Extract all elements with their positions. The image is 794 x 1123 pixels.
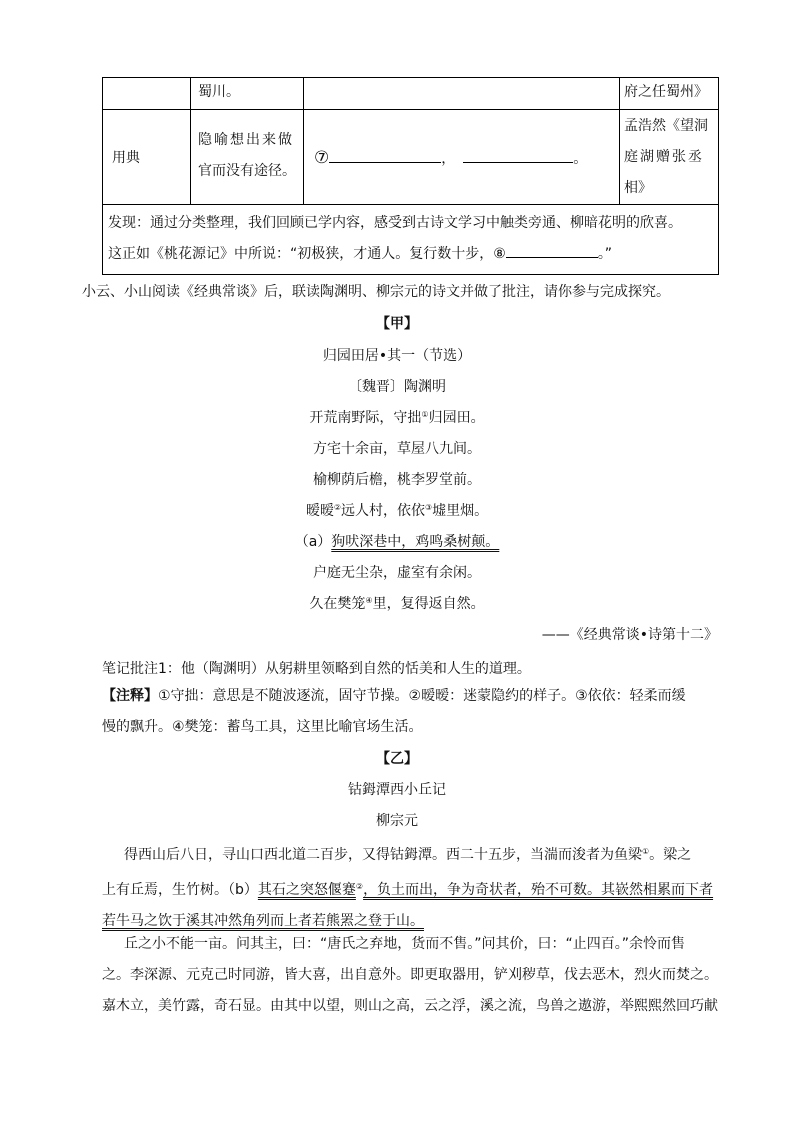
poem-line: 户庭无尘杂，虚室有余闲。 <box>313 565 481 581</box>
poem-text: 归园田。 <box>428 410 485 426</box>
essay-text: 。梁之 <box>649 847 692 863</box>
poem-text: 墟里烟。 <box>432 503 489 519</box>
poem-text: 开荒南野际，守拙 <box>309 410 422 426</box>
underlined-poem-text: 狗吠深巷中，鸡鸣桑树颠。 <box>331 534 500 550</box>
footnote-mark: ② <box>333 503 341 512</box>
footnote-mark: ① <box>421 410 429 419</box>
table-col-divider <box>303 77 304 205</box>
footnotes <box>102 681 720 743</box>
answer-blank-7b[interactable] <box>463 147 573 163</box>
answer-blank-7a[interactable] <box>329 147 441 163</box>
essay-line <box>102 871 720 906</box>
poem-text: 远人村，依依 <box>341 503 425 519</box>
footnote-line: 慢的飘升。④樊笼：蓄鸟工具，这里比喻官场生活。 <box>102 719 423 735</box>
item-number: ⑦ <box>314 148 330 168</box>
table-cell-line: 官而没有途径。 <box>198 163 296 179</box>
poem-line: 榆柳荫后檐，桃李罗堂前。 <box>313 472 481 488</box>
underlined-essay-text: 若牛马之饮于溪其冲然角列而上者若熊罴之登于山。 <box>102 913 424 929</box>
table-cell-line: 庭湖赠张丞 <box>624 149 704 165</box>
table-cell-line: 相》 <box>624 180 652 196</box>
underlined-essay-text: ，负土而出，争为奇状者，殆不可数。其嵚然相累而下者 <box>363 882 714 898</box>
table-col-divider <box>190 77 191 205</box>
table-cell-source <box>624 111 708 204</box>
table-border-bottom <box>102 274 719 275</box>
table-cell-discovery <box>108 208 682 270</box>
table-cell-line: 孟浩然《望洞 <box>624 118 708 134</box>
table-cell-category: 用典 <box>112 150 140 166</box>
footnote-text: ①守拙：意思是不随波逐流，固守节操。②暧暧：迷蒙隐约的样子。③依依：轻柔而缓 <box>158 688 686 704</box>
essay-text: 上有丘焉，生竹树。（b） <box>102 882 258 898</box>
punct: ， <box>441 151 456 167</box>
essay-line: 丘之小不能一亩。问其主，曰：“唐氏之弃地，货而不售。”问其价，曰：“止四百。”余怜而售 <box>124 936 686 952</box>
underlined-essay-text: 其石之突怒偃蹇 <box>257 882 356 898</box>
note-annotation: 笔记批注1：他（陶渊明）从躬耕里领略到自然的恬美和人生的道理。 <box>102 661 531 677</box>
annotation-marker: （a） <box>294 534 332 550</box>
table-cell: 府之任蜀州》 <box>624 84 708 100</box>
poem-text: 暧暧 <box>305 503 334 519</box>
comparison-table <box>102 77 719 275</box>
discovery-line <box>108 239 682 270</box>
essay-paragraph-2 <box>102 929 720 1022</box>
poem-line: 方宅十余亩，草屋八九间。 <box>313 441 481 457</box>
footnote-label: 【注释】 <box>102 688 158 704</box>
table-row-divider <box>102 109 719 110</box>
essay-line <box>102 836 720 871</box>
poem-line <box>0 500 794 520</box>
table-cell-line: 隐喻想出来做 <box>198 132 294 148</box>
essay-paragraph-1 <box>102 836 720 937</box>
discovery-text: 这正如《桃花源记》中所说：“初极狭，才通人。复行数十步，⑧ <box>108 246 506 262</box>
answer-blank-8[interactable] <box>506 242 598 258</box>
essay-line: 嘉木立，美竹露，奇石显。由其中以望，则山之高，云之浮，溪之流，鸟兽之遨游，举熙熙然回巧献 <box>102 998 718 1014</box>
intro-text: 小云、小山阅读《经典常谈》后，联读陶渊明、柳宗元的诗文并做了批注，请你参与完成探究。 <box>82 284 670 300</box>
punct: 。 <box>573 151 588 167</box>
essay-line: 之。李深源、元克己时同游，皆大喜，出自意外。即更取器用，铲刈秽草，伐去恶木，烈火而焚之。 <box>102 967 718 983</box>
footnote-mark: ① <box>642 847 650 856</box>
section-heading-jia: 【甲】 <box>376 316 418 332</box>
essay-author: 柳宗元 <box>376 813 418 829</box>
poem-text: 里，复得返自然。 <box>372 596 485 612</box>
table-border-left <box>102 77 103 275</box>
poem-author: 〔魏晋〕陶渊明 <box>348 379 446 395</box>
table-col-divider <box>619 77 620 205</box>
table-row-divider <box>102 204 719 205</box>
discovery-text: 。” <box>597 246 613 262</box>
footnote-mark: ② <box>355 882 364 891</box>
table-cell: 蜀川。 <box>198 84 240 100</box>
poem-title: 归园田居•其一（节选） <box>322 348 472 364</box>
section-heading-yi: 【乙】 <box>376 751 418 767</box>
poem-line <box>0 407 794 427</box>
footnote-mark: ④ <box>365 596 373 605</box>
poem-line <box>0 593 794 613</box>
essay-title: 钴鉧潭西小丘记 <box>348 782 446 798</box>
poem-line <box>0 531 794 551</box>
poem-source: ——《经典常谈•诗第十二》 <box>541 627 718 643</box>
footnote-mark: ③ <box>425 503 433 512</box>
table-cell-fill-in <box>314 143 587 175</box>
table-border-right <box>718 77 719 275</box>
discovery-line: 发现：通过分类整理，我们回顾已学内容，感受到古诗文学习中触类旁通、柳暗花明的欣喜。 <box>108 215 682 231</box>
essay-text: 得西山后八日，寻山口西北道二百步，又得钴鉧潭。西二十五步，当湍而浚者为鱼梁 <box>124 847 642 863</box>
poem-text: 久在樊笼 <box>309 596 366 612</box>
table-cell <box>198 125 296 187</box>
footnote-line <box>102 681 720 712</box>
